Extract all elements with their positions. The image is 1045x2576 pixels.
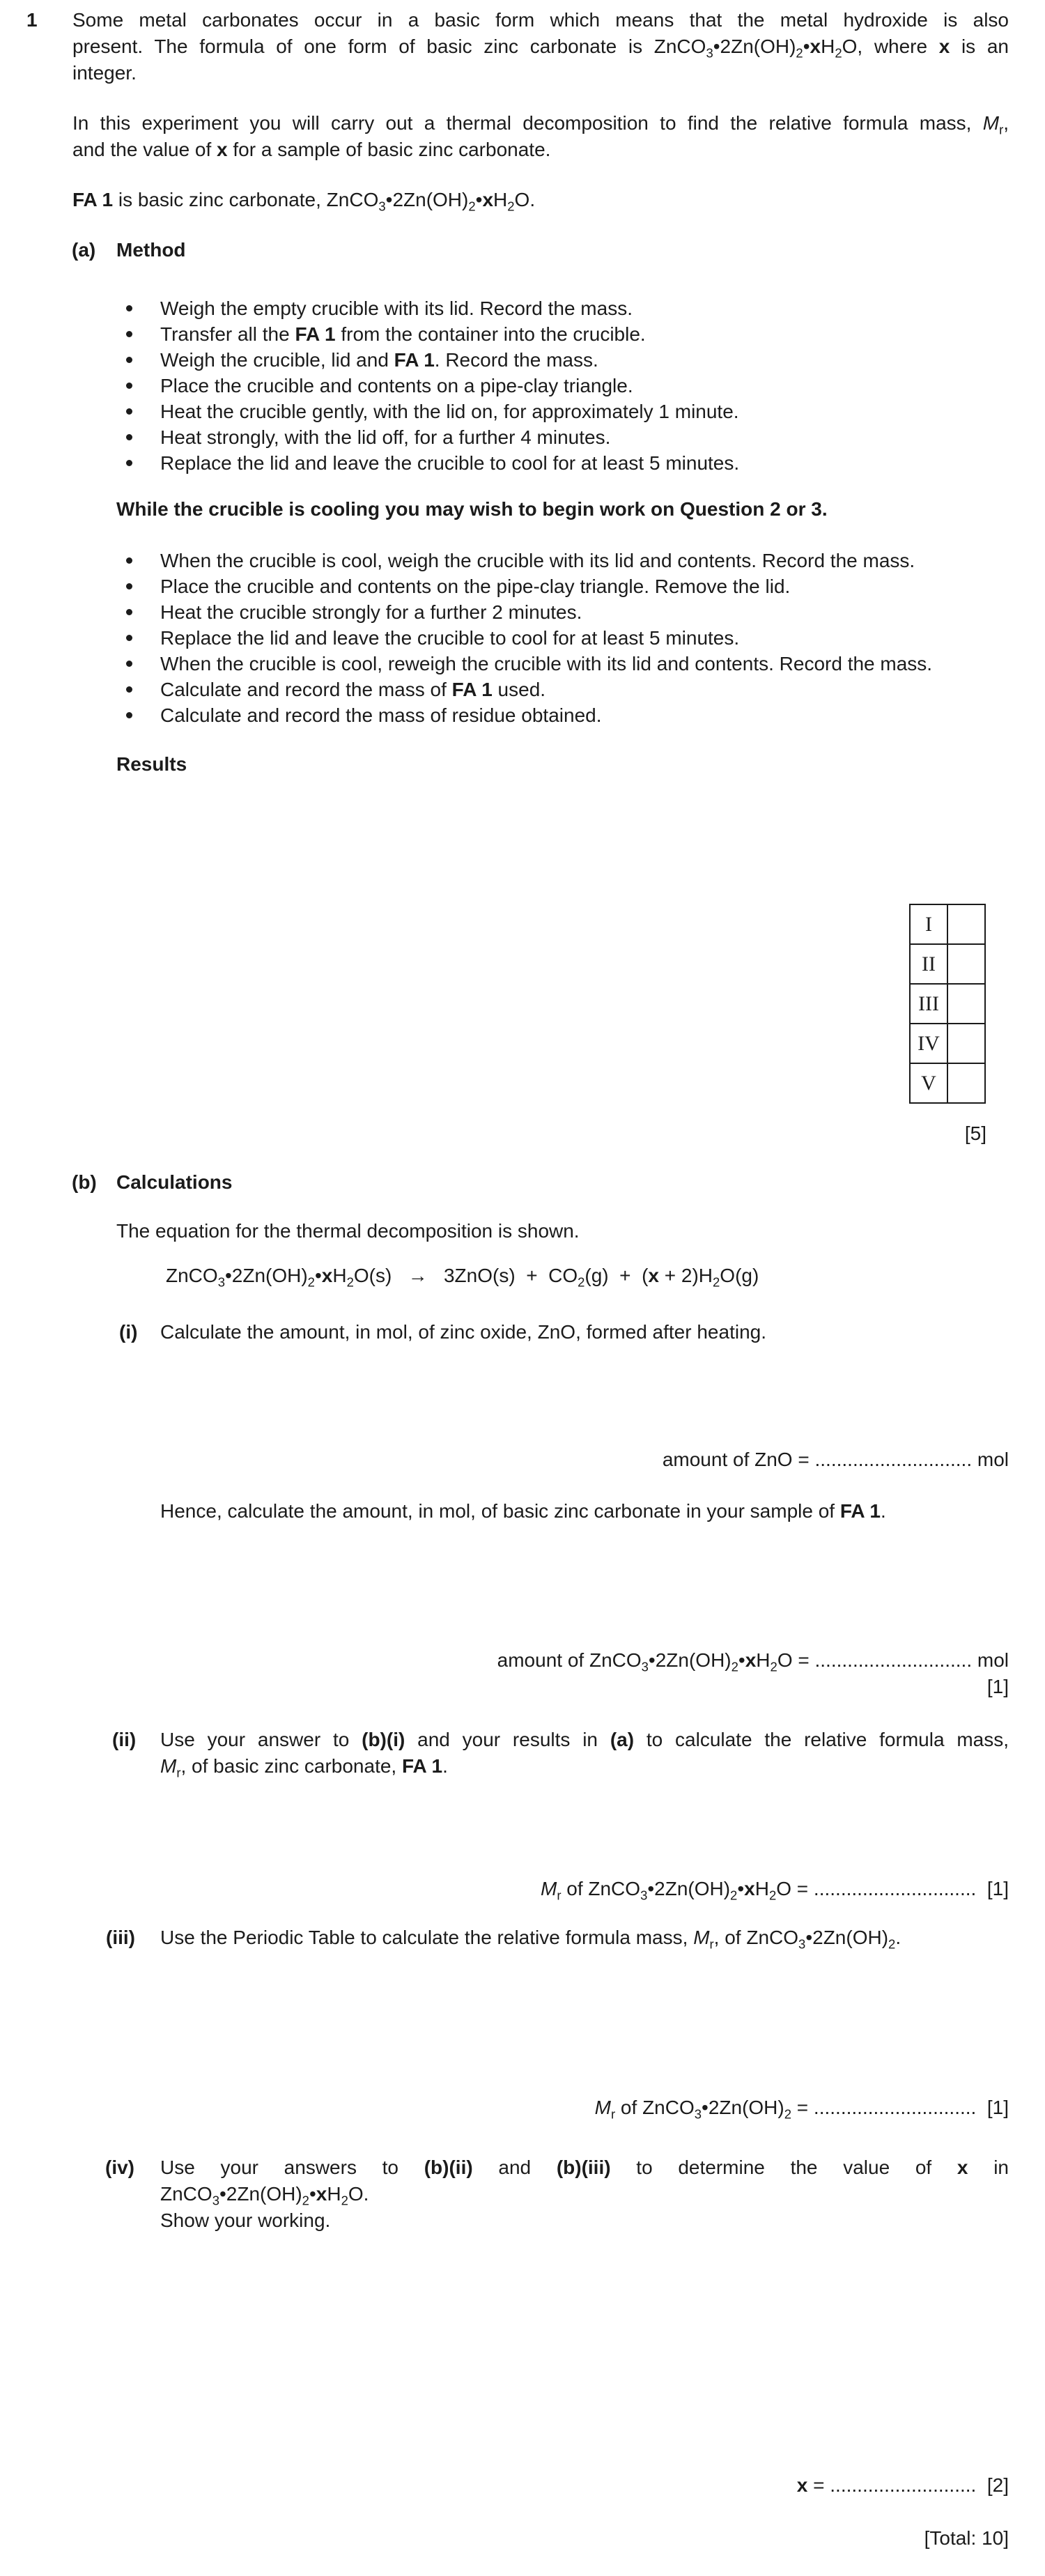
bullet-icon <box>126 434 132 440</box>
answer-cell <box>947 984 985 1024</box>
bullet-icon <box>126 331 132 337</box>
experiment-paragraph <box>72 110 1009 163</box>
part-b-title: Calculations <box>116 1171 233 1193</box>
decomposition-equation: $ZnCO_3•2Zn(OH)_2•xH_2O(s) \to 3ZnO(s) + CO_2(g) + (x + 2)H_2O(g)$ <box>166 1265 759 1290</box>
list-item <box>0 599 1045 626</box>
bullet-icon <box>126 357 132 363</box>
question-number: 1 <box>26 9 38 31</box>
text-line: $ZnCO_3•2Zn(OH)_2•xH_2O$. <box>160 2183 369 2208</box>
hence-text: Hence, calculate the amount, in mol, of basic zinc carbonate in your sample of FA 1. <box>160 1500 886 1522</box>
row-label-cell: V <box>910 1063 947 1103</box>
fa1-definition-line: FA 1 is basic zinc carbonate, $ZnCO_3•2Zn(OH)_2•xH_2O$. <box>72 189 536 214</box>
table-row <box>910 904 985 944</box>
bullet-icon <box>126 408 132 415</box>
row-label-cell: IV <box>910 1024 947 1063</box>
bullet-text: Calculate and record the mass of residue obtained. <box>160 704 602 726</box>
item-iv-label: (iv) <box>105 2157 134 2178</box>
list-item <box>0 399 1045 425</box>
bullet-text: Heat the crucible gently, with the lid on, for approximately 1 minute. <box>160 401 739 422</box>
bullet-icon <box>126 661 132 667</box>
part-a-label: (a) <box>72 239 96 261</box>
bullet-text: Replace the lid and leave the crucible to cool for at least 5 minutes. <box>160 627 740 649</box>
list-item <box>0 548 1045 574</box>
bullet-text: Weigh the crucible, lid and FA 1. Record the mass. <box>160 349 598 371</box>
text-line: integer. <box>72 62 137 84</box>
part-a-title: Method <box>116 239 186 261</box>
item-iii-text: Use the Periodic Table to calculate the relative formula mass, $M_r$, of $ZnCO_3•2Zn(OH)_2$. <box>160 1927 901 1952</box>
part-b-label: (b) <box>72 1171 97 1193</box>
list-item <box>0 677 1045 703</box>
results-table <box>909 904 986 1104</box>
bullet-icon <box>126 583 132 589</box>
bullet-text: Place the crucible and contents on the pipe-clay triangle. Remove the lid. <box>160 576 791 597</box>
item-i-label: (i) <box>119 1321 138 1343</box>
answer-cell <box>947 904 985 944</box>
table-row <box>910 944 985 984</box>
bullet-icon <box>126 686 132 693</box>
answer-line-amount-zno: amount of ZnO = ............................. mol <box>662 1449 1009 1470</box>
row-label-cell: III <box>910 984 947 1024</box>
row-label-cell: II <box>910 944 947 984</box>
bullet-text: When the crucible is cool, reweigh the crucible with its lid and contents. Record the mass. <box>160 653 933 674</box>
answer-cell <box>947 1024 985 1063</box>
answer-cell <box>947 1063 985 1103</box>
bullet-text: Calculate and record the mass of FA 1 used. <box>160 679 546 700</box>
bullet-icon <box>126 712 132 718</box>
answer-line-x-value: x = ........................... [2] <box>796 2474 1009 2496</box>
answer-line-mr-anhydrous: $M_r$ of $ZnCO_3•2Zn(OH)_2$ = .............................. [1] <box>594 2097 1009 2122</box>
list-item <box>0 321 1045 348</box>
equation-intro: The equation for the thermal decomposition is shown. <box>116 1220 580 1242</box>
list-item <box>0 347 1045 373</box>
bullet-icon <box>126 635 132 641</box>
bullet-icon <box>126 383 132 389</box>
cooling-note: While the crucible is cooling you may wish to begin work on Question 2 or 3. <box>116 498 828 520</box>
text-line: Use your answer to (b)(i) and your results in (a) to calculate the relative formula mass, <box>160 1729 1009 1750</box>
list-item <box>0 573 1045 600</box>
text-line: present. The formula of one form of basic zinc carbonate is $ZnCO_3•2Zn(OH)_2•xH_2O$, where x is an <box>72 36 1009 61</box>
total-marks: [Total: 10] <box>924 2527 1009 2549</box>
item-ii-label: (ii) <box>112 1729 137 1750</box>
mark-badge-a: [5] <box>964 1123 986 1144</box>
item-iv-text <box>160 2154 1009 2234</box>
answer-line-amount-carbonate: amount of $ZnCO_3•2Zn(OH)_2•xH_2O$ = ............................. mol <box>497 1649 1009 1674</box>
list-item <box>0 625 1045 651</box>
text-line: Show your working. <box>160 2209 331 2231</box>
list-item <box>0 295 1045 322</box>
bullet-text: Place the crucible and contents on a pipe-clay triangle. <box>160 375 633 396</box>
list-item <box>0 702 1045 729</box>
text-line: and the value of x for a sample of basic zinc carbonate. <box>72 139 551 160</box>
list-item <box>0 373 1045 399</box>
results-heading: Results <box>116 753 187 775</box>
intro-paragraph <box>72 7 1009 86</box>
bullet-icon <box>126 609 132 615</box>
list-item <box>0 651 1045 677</box>
item-i-text: Calculate the amount, in mol, of zinc oxide, ZnO, formed after heating. <box>160 1321 766 1343</box>
item-iii-label: (iii) <box>106 1927 135 1948</box>
bullet-icon <box>126 460 132 466</box>
bullet-icon <box>126 557 132 564</box>
text-line: Use your answers to (b)(ii) and (b)(iii) to determine the value of x in <box>160 2157 1009 2178</box>
text-line: $M_r$, of basic zinc carbonate, FA 1. <box>160 1755 448 1780</box>
row-label-cell: I <box>910 904 947 944</box>
bullet-text: Heat the crucible strongly for a further 2 minutes. <box>160 601 582 623</box>
bullet-text: When the crucible is cool, weigh the crucible with its lid and contents. Record the mass. <box>160 550 915 571</box>
bullet-text: Transfer all the FA 1 from the container into the crucible. <box>160 323 646 345</box>
answer-line-mr-hydrate: $M_r$ of $ZnCO_3•2Zn(OH)_2•xH_2O$ = .............................. [1] <box>540 1878 1009 1903</box>
item-ii-text <box>160 1727 1009 1780</box>
bullet-icon <box>126 305 132 311</box>
table-row <box>910 984 985 1024</box>
text-line: In this experiment you will carry out a thermal decomposition to find the relative formula mass, $M_r$, <box>72 112 1009 137</box>
table-row <box>910 1024 985 1063</box>
mark-badge-bi: [1] <box>986 1676 1009 1697</box>
answer-cell <box>947 944 985 984</box>
bullet-text: Heat strongly, with the lid off, for a further 4 minutes. <box>160 426 611 448</box>
text-line: Some metal carbonates occur in a basic form which means that the metal hydroxide is also <box>72 9 1009 31</box>
list-item <box>0 450 1045 477</box>
bullet-text: Replace the lid and leave the crucible to cool for at least 5 minutes. <box>160 452 740 474</box>
bullet-text: Weigh the empty crucible with its lid. Record the mass. <box>160 298 633 319</box>
list-item <box>0 424 1045 451</box>
table-row <box>910 1063 985 1103</box>
